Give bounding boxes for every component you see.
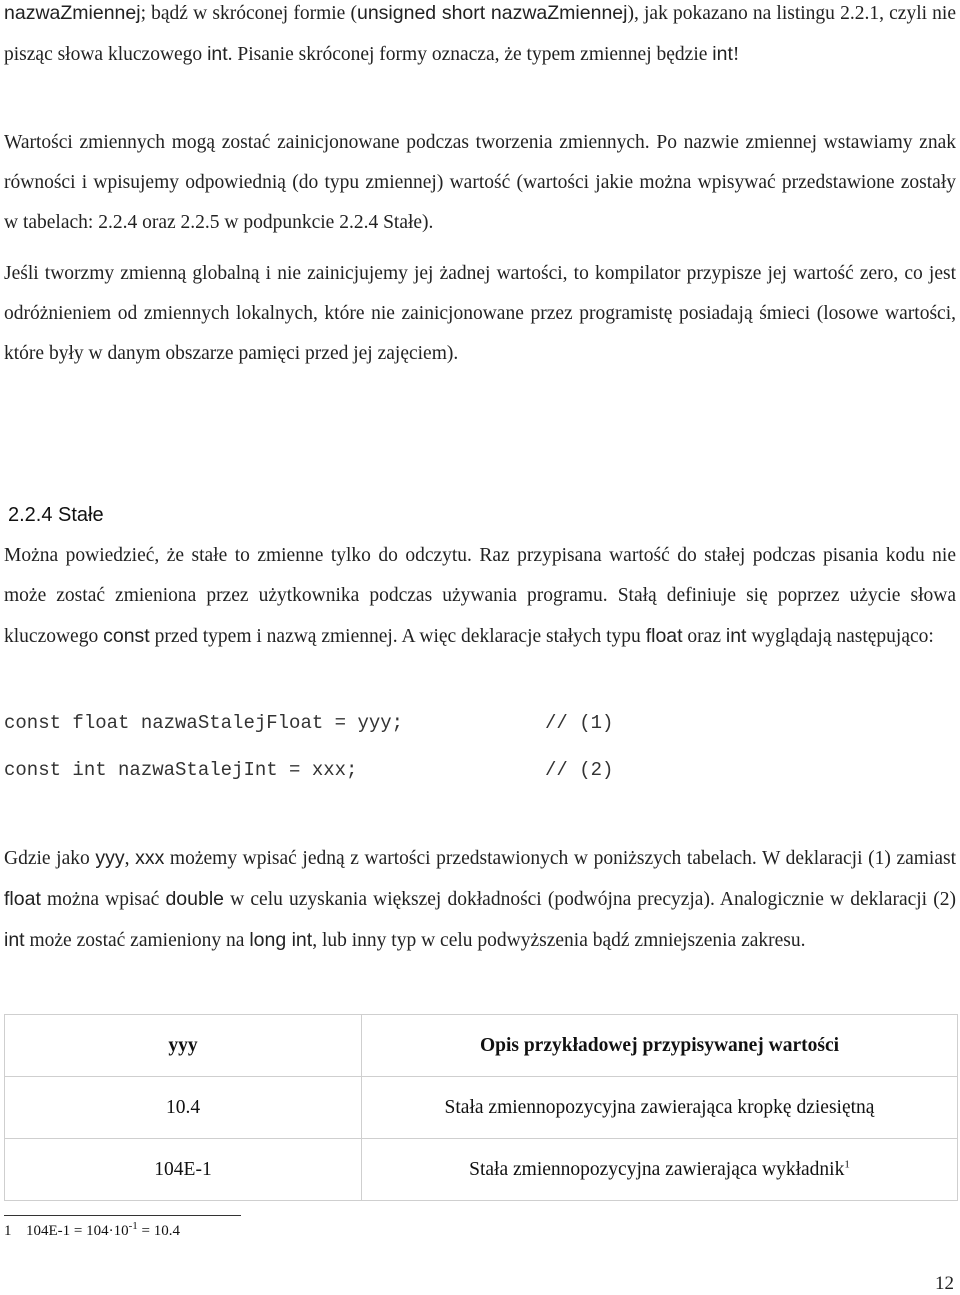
inline-code: int	[725, 625, 747, 647]
inline-code: double	[165, 888, 224, 910]
inline-code: float	[645, 625, 683, 647]
paragraph-initialization: Wartości zmiennych mogą zostać zainicjonowane podczas tworzenia zmiennych. Po nazwie zmiennej wstawiamy znak równości i wpisujemy odpowiednią (do typu zmiennej) wartość (wartości jakie można wpisywać przedstawione zostały w tabelach: 2.2.4 oraz 2.2.5 w podpunkcie 2.2.4 Stałe).	[4, 132, 956, 233]
table-row	[5, 1139, 958, 1201]
inline-code: long int	[249, 929, 313, 951]
paragraph-constants: Można powiedzieć, że stałe to zmienne tylko do odczytu. Raz przypisana wartość do stałej podczas pisania kodu nie może zostać zmieniona przez użytkownika podczas używania programu. Stałą definiuje się poprzez użycie słowa kluczowego const przed typem i nazwą zmiennej. A więc deklaracje stałych typu float oraz int wyglądają następująco:	[4, 545, 956, 647]
paragraph-explanation: Gdzie jako yyy, xxx możemy wpisać jedną z wartości przedstawionych w poniższych tabelach. W deklaracji (1) zamiast float można wpisać double w celu uzyskania większej dokładności (podwójna precyzja). Analogicznie w deklaracji (2) int może zostać zamieniony na long int, lub inny typ w celu podwyższenia bądź zmniejszenia zakresu.	[4, 847, 957, 951]
table-cell: 104E-1	[5, 1139, 362, 1201]
table-header: yyy	[5, 1015, 362, 1077]
inline-code: xxx	[135, 847, 165, 869]
inline-code: int	[4, 929, 25, 951]
code-line: const float nazwaStalejFloat = yyy;	[4, 712, 404, 734]
inline-code: nazwaZmiennej	[4, 2, 141, 24]
inline-code: yyy	[95, 847, 125, 869]
inline-code: int	[712, 43, 733, 65]
inline-code: int	[207, 43, 228, 65]
section-heading: 2.2.4 Stałe	[8, 504, 104, 526]
code-comment: // (1)	[545, 712, 614, 734]
table-header: Opis przykładowej przypisywanej wartości	[362, 1015, 958, 1077]
inline-code: unsigned short nazwaZmiennej	[356, 2, 628, 24]
code-comment: // (2)	[545, 759, 614, 781]
paragraph-type-shortform: nazwaZmiennej; bądź w skróconej formie (unsigned short nazwaZmiennej), jak pokazano na listingu 2.2.1, czyli nie pisząc słowa kluczowego int. Pisanie skróconej formy oznacza, że typem zmiennej będzie int!	[4, 2, 957, 65]
table-cell: Stała zmiennopozycyjna zawierająca kropkę dziesiętną	[362, 1077, 958, 1139]
table-header-row	[5, 1015, 958, 1077]
footnote-divider	[4, 1215, 241, 1216]
table-row	[5, 1077, 958, 1139]
code-line: const int nazwaStalejInt = xxx;	[4, 759, 358, 781]
page-number: 12	[935, 1273, 954, 1294]
constants-table	[4, 1014, 958, 1201]
footnote: 1 $104E-1 = 104\cdot 10^{-1} = 10.4$	[4, 1220, 181, 1239]
table-cell: 10.4	[5, 1077, 362, 1139]
inline-code: float	[4, 888, 41, 910]
paragraph-global-variables: Jeśli tworzmy zmienną globalną i nie zainicjujemy jej żadnej wartości, to kompilator przypisze jej wartość zero, co jest odróżnieniem od zmiennych lokalnych, które nie zainicjonowane przez programistę posiadają śmieci (losowe wartości, które były w danym obszarze pamięci przed jej zajęciem).	[4, 263, 956, 364]
footnote-ref[interactable]: 1	[844, 1158, 850, 1170]
table-cell: Stała zmiennopozycyjna zawierająca wykładnik$^1$	[362, 1139, 958, 1201]
inline-code: const	[103, 625, 150, 647]
footnote-number: 1	[4, 1223, 12, 1239]
